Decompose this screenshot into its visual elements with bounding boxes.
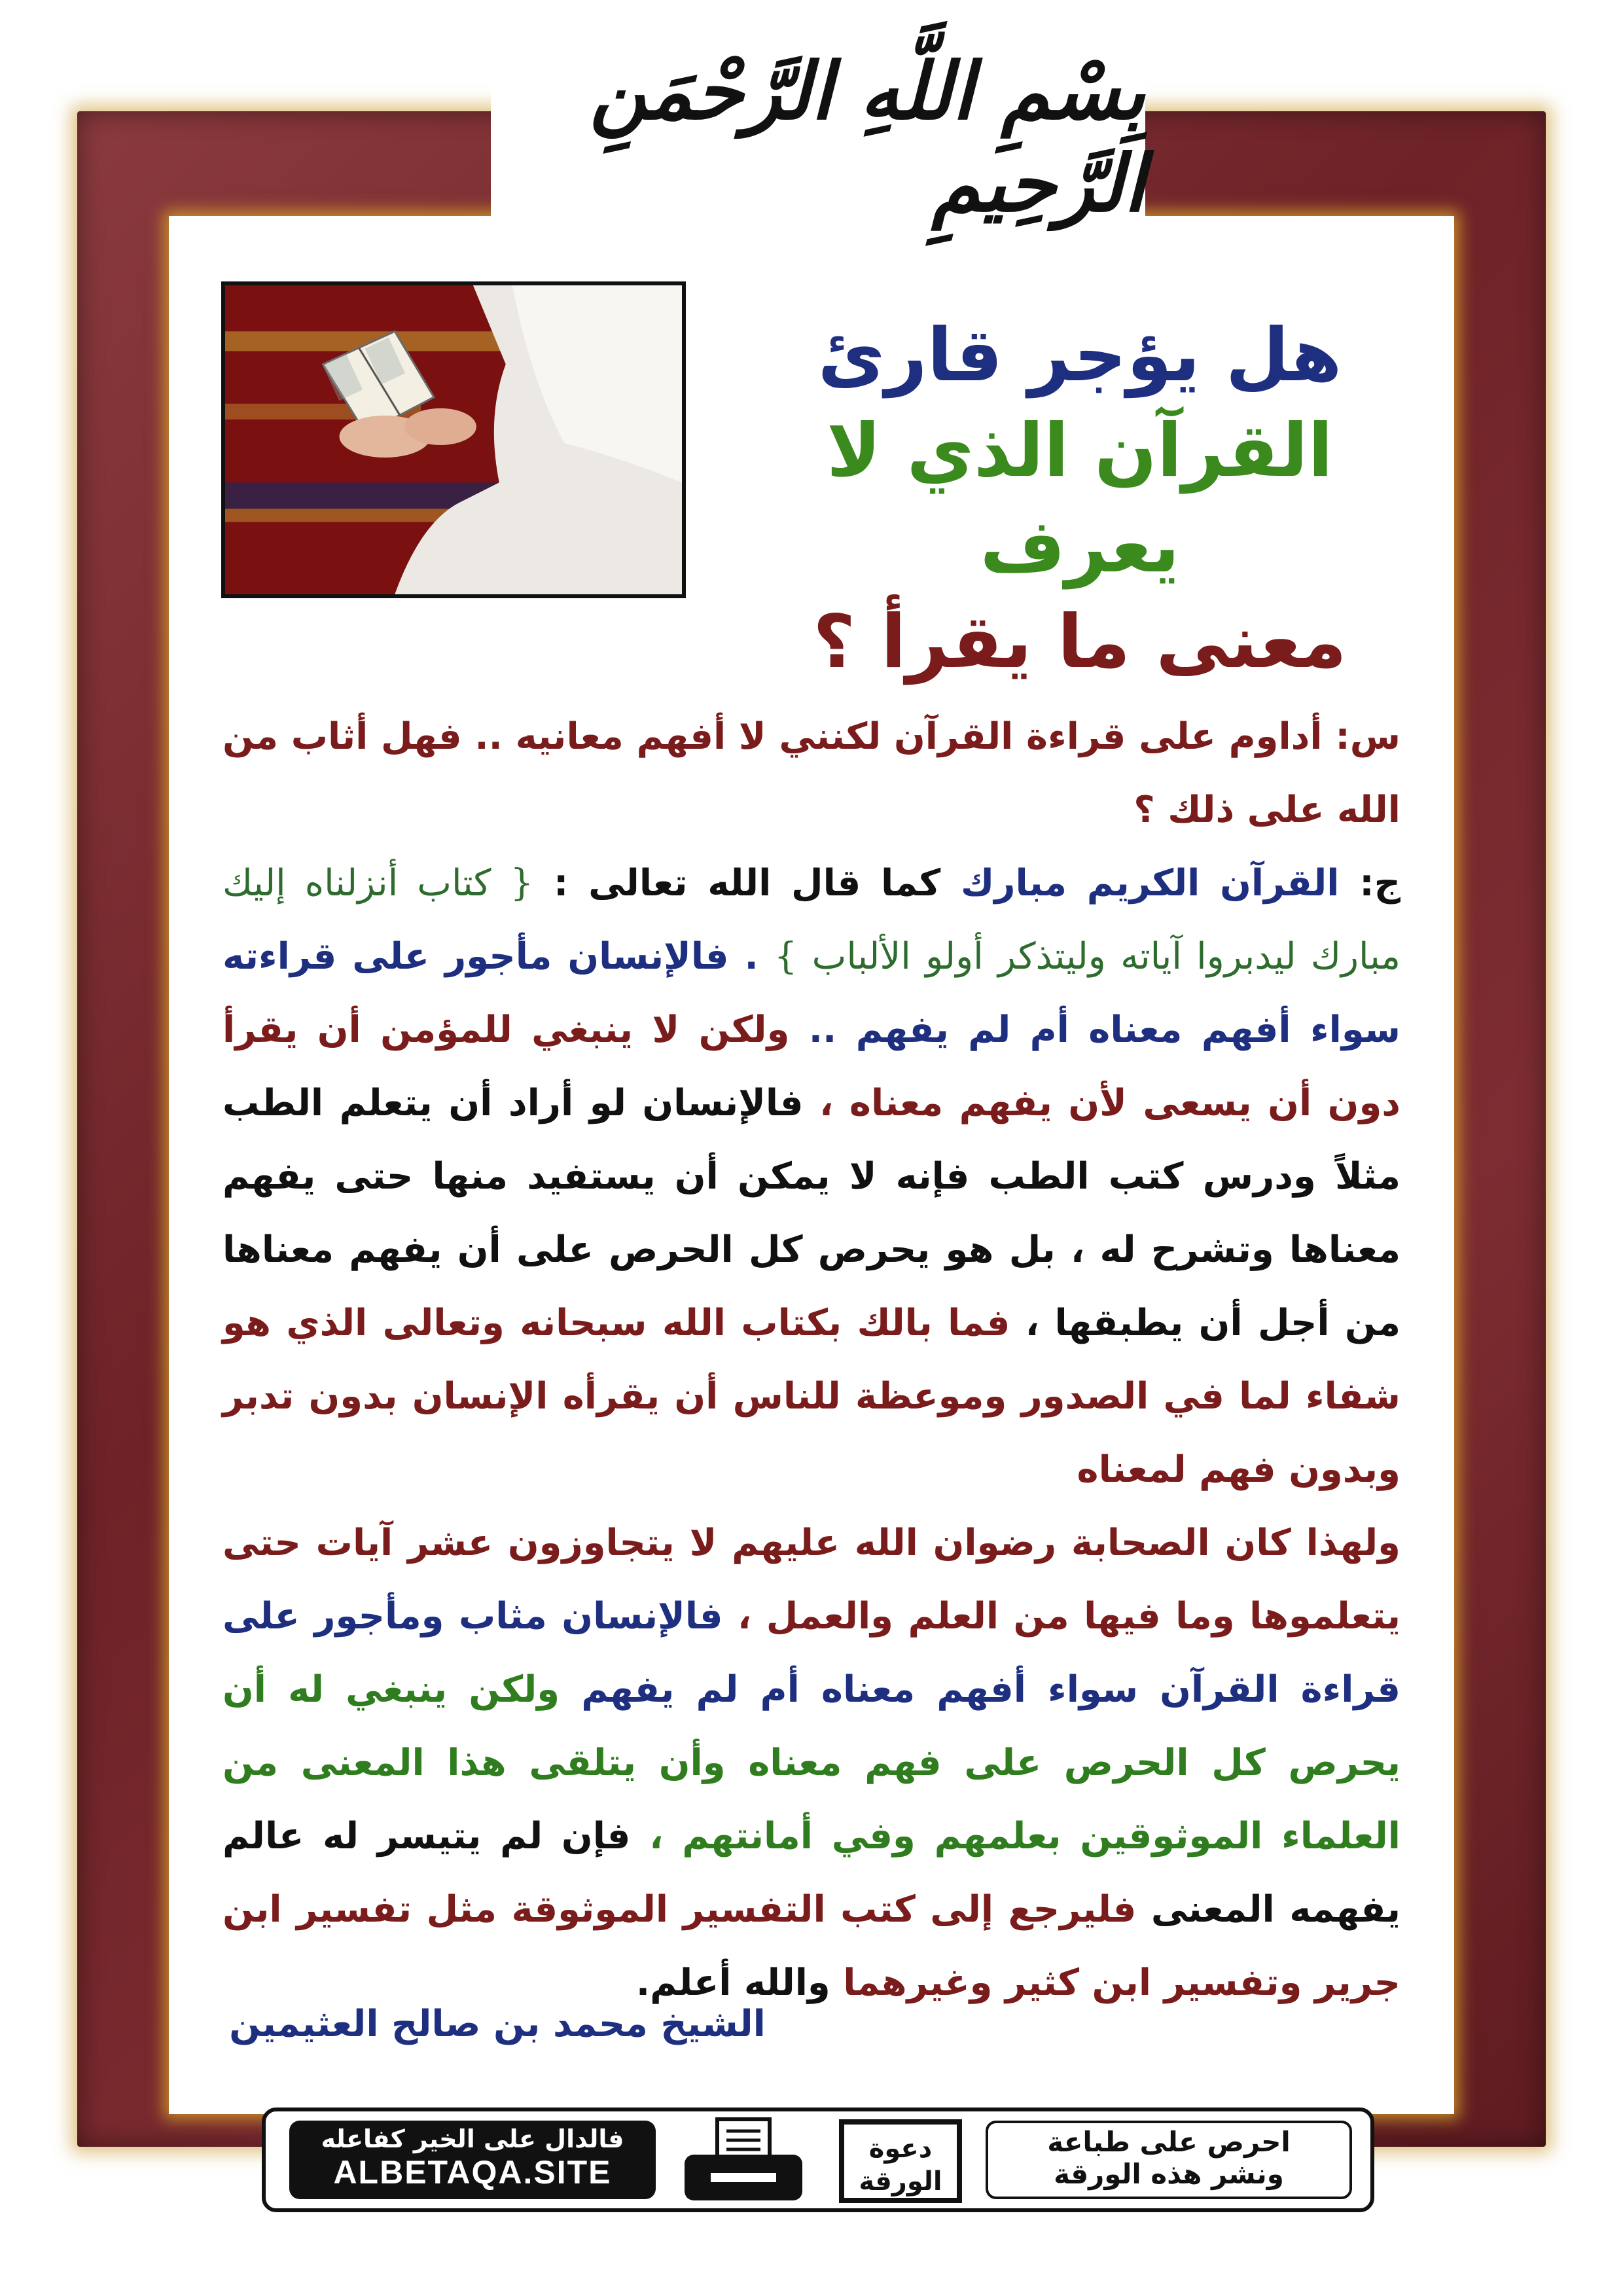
paragraph2-part-6: والله أعلم. (635, 1962, 830, 2004)
article-body (223, 700, 1400, 2020)
author-name: الشيخ محمد بن صالح العثيمين (229, 2003, 766, 2045)
answer-part-3: . فالإنسان مأجور على قراءته سواء أفهم معناه أم لم يفهم .. (223, 935, 1400, 1051)
paragraph2-part-1: ولهذا كان الصحابة رضوان الله عليهم لا يتجاوزون عشر آيات حتى يتعلموها وما فيها من العلم والعمل ، (223, 1522, 1400, 1638)
quran-verse: { كتاب أنزلناه إليك مبارك ليدبروا آياته وليتذكر أولو الألباب } (223, 862, 1400, 978)
footer-print-line-2: ونشر هذه الورقة (1054, 2158, 1284, 2190)
footer-print-box (986, 2121, 1352, 2199)
footer-print-line-1: احرص على طباعة (1047, 2126, 1291, 2158)
logo-text-bottom: الورقة (859, 2166, 942, 2197)
answer-part-6: فما بالك بكتاب الله سبحانه وتعالى الذي هو شفاء لما في الصدور وموعظة للناس أن يقرأه الإنسان بدون تدبر وبدون فهم لمعناه (223, 1302, 1400, 1491)
footer-bar (262, 2108, 1374, 2212)
title-line-3: معنى ما يقرأ ؟ (813, 600, 1347, 685)
question-text: س: أداوم على قراءة القرآن لكنني لا أفهم معانيه .. فهل أثاب من الله على ذلك ؟ (223, 715, 1400, 831)
page-title (753, 308, 1407, 690)
answer-prefix: ج: (1359, 862, 1400, 905)
footer-slogan: فالدال على الخير كفاعله (321, 2125, 624, 2153)
answer-part-4: ولكن لا ينبغي للمؤمن أن يقرأ دون أن يسعى لأن يفهم معناه ، (223, 1009, 1401, 1124)
answer-part-1: القرآن الكريم مبارك (960, 862, 1340, 905)
paragraph2-part-5: فليرجع إلى كتب التفسير الموثوقة مثل تفسير ابن جرير وتفسير ابن كثير وغيرهما (223, 1888, 1400, 2004)
title-line-1: هل يؤجر قارئ (817, 313, 1342, 398)
answer-part-5: فالإنسان لو أراد أن يتعلم الطب مثلاً ودرس كتب الطب فإنه لا يمكن أن يستفيد منها حتى يفهم معناها وتشرح له ، بل هو يحرص كل الحرص على أن يفهم معناها من أجل أن يطبقها ، (223, 1082, 1400, 1344)
printer-icon (671, 2115, 815, 2207)
bismillah-calligraphy (491, 39, 1145, 236)
paragraph2-part-4: فإن لم يتيسر له عالم يفهمه المعنى (223, 1815, 1401, 1931)
footer-site-box (289, 2121, 656, 2199)
paragraph2-part-2: فالإنسان مثاب ومأجور على قراءة القرآن سواء أفهم معناه أم لم يفهم (223, 1595, 1401, 1711)
title-line-2: القرآن الذي لا يعرف (827, 408, 1333, 589)
bismillah-text: بِسْمِ اللَّهِ الرَّحْمَنِ الرَّحِيمِ (590, 45, 1145, 230)
answer-part-2: كما قال الله تعالى : (554, 862, 941, 905)
quran-reader-photo (221, 281, 686, 598)
paragraph2-part-3: ولكن ينبغي له أن يحرص كل الحرص على فهم معناه وأن يتلقى هذا المعنى من العلماء الموثوقين بعلمهم وفي أمانتهم ، (223, 1668, 1400, 1857)
photo-illustration (225, 285, 682, 594)
dawah-logo (829, 2115, 972, 2207)
footer-site-link[interactable]: ALBETAQA.SITE (333, 2154, 612, 2191)
logo-text-top: دعوة (868, 2134, 933, 2164)
